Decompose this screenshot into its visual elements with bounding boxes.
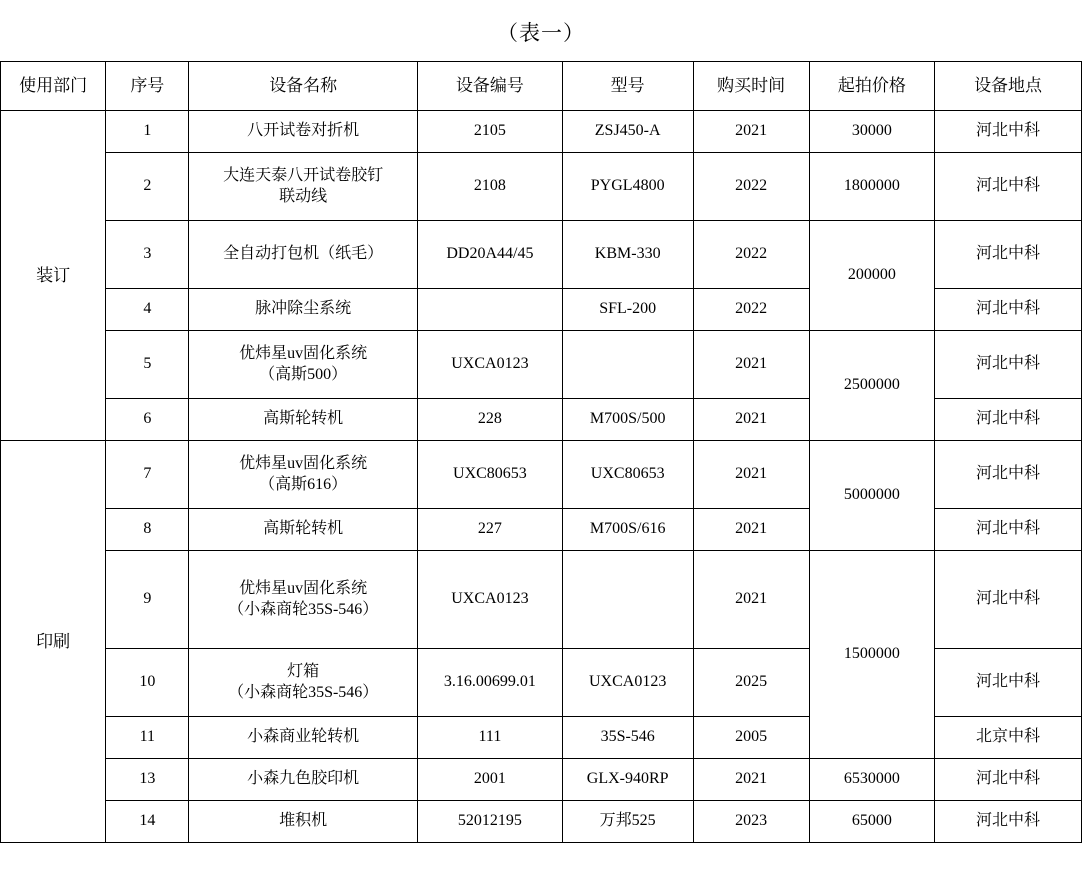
equipment-table xyxy=(0,61,1082,843)
row-index: 7 xyxy=(106,441,189,509)
table-row xyxy=(1,331,1082,399)
equipment-code: 111 xyxy=(418,717,563,759)
purchase-date: 2021 xyxy=(693,759,809,801)
purchase-date: 2021 xyxy=(693,509,809,551)
equipment-code: DD20A44/45 xyxy=(418,221,563,289)
equipment-name-line2: （小森商轮35S-546） xyxy=(228,683,379,701)
starting-price: 6530000 xyxy=(809,759,935,801)
table-row xyxy=(1,551,1082,649)
row-index: 14 xyxy=(106,801,189,843)
row-index: 8 xyxy=(106,509,189,551)
table-body xyxy=(1,111,1082,843)
starting-price: 2500000 xyxy=(809,331,935,441)
equipment-model: KBM-330 xyxy=(562,221,693,289)
row-index: 13 xyxy=(106,759,189,801)
equipment-location: 河北中科 xyxy=(935,801,1082,843)
table-row xyxy=(1,759,1082,801)
equipment-name: 八开试卷对折机 xyxy=(189,111,418,153)
starting-price: 1800000 xyxy=(809,153,935,221)
equipment-name-line1: 大连天泰八开试卷胶钉 xyxy=(223,167,384,185)
table-row xyxy=(1,153,1082,221)
equipment-location: 河北中科 xyxy=(935,153,1082,221)
row-index: 10 xyxy=(106,649,189,717)
equipment-model xyxy=(562,551,693,649)
purchase-date: 2021 xyxy=(693,551,809,649)
equipment-model: 万邦525 xyxy=(562,801,693,843)
equipment-code: 2108 xyxy=(418,153,563,221)
equipment-model: GLX-940RP xyxy=(562,759,693,801)
equipment-model: UXC80653 xyxy=(562,441,693,509)
equipment-name xyxy=(189,441,418,509)
equipment-name xyxy=(189,153,418,221)
row-index: 9 xyxy=(106,551,189,649)
equipment-code: 228 xyxy=(418,399,563,441)
purchase-date: 2005 xyxy=(693,717,809,759)
purchase-date: 2022 xyxy=(693,153,809,221)
purchase-date: 2022 xyxy=(693,289,809,331)
equipment-name: 高斯轮转机 xyxy=(189,509,418,551)
row-index: 1 xyxy=(106,111,189,153)
equipment-model: M700S/500 xyxy=(562,399,693,441)
purchase-date: 2021 xyxy=(693,111,809,153)
equipment-name xyxy=(189,649,418,717)
equipment-name-line1: 优炜星uv固化系统 xyxy=(239,455,368,473)
equipment-name-line2: （小森商轮35S-546） xyxy=(228,600,379,618)
purchase-date: 2021 xyxy=(693,399,809,441)
equipment-code: UXCA0123 xyxy=(418,331,563,399)
equipment-location: 河北中科 xyxy=(935,289,1082,331)
equipment-location: 河北中科 xyxy=(935,509,1082,551)
equipment-code: 2001 xyxy=(418,759,563,801)
equipment-name xyxy=(189,551,418,649)
equipment-code: 2105 xyxy=(418,111,563,153)
purchase-date: 2025 xyxy=(693,649,809,717)
purchase-date: 2021 xyxy=(693,331,809,399)
equipment-model: 35S-546 xyxy=(562,717,693,759)
purchase-date: 2022 xyxy=(693,221,809,289)
equipment-name-line1: 优炜星uv固化系统 xyxy=(239,580,368,598)
column-header-starting-price: 起拍价格 xyxy=(809,62,935,111)
department-cell-binding: 装订 xyxy=(1,111,106,441)
equipment-name: 小森商业轮转机 xyxy=(189,717,418,759)
equipment-name: 全自动打包机（纸毛） xyxy=(189,221,418,289)
equipment-code: UXCA0123 xyxy=(418,551,563,649)
equipment-location: 河北中科 xyxy=(935,399,1082,441)
page-title: （表一） xyxy=(497,21,585,45)
starting-price: 65000 xyxy=(809,801,935,843)
equipment-name-line2: （高斯616） xyxy=(259,475,348,493)
equipment-name-line1: 灯箱 xyxy=(287,663,320,681)
department-cell-printing: 印刷 xyxy=(1,441,106,843)
equipment-model: M700S/616 xyxy=(562,509,693,551)
equipment-location: 北京中科 xyxy=(935,717,1082,759)
starting-price: 200000 xyxy=(809,221,935,331)
column-header-index: 序号 xyxy=(106,62,189,111)
column-header-purchase-date: 购买时间 xyxy=(693,62,809,111)
table-header xyxy=(1,62,1082,111)
equipment-location: 河北中科 xyxy=(935,649,1082,717)
equipment-location: 河北中科 xyxy=(935,111,1082,153)
table-header-row xyxy=(1,62,1082,111)
table-row xyxy=(1,801,1082,843)
equipment-model: SFL-200 xyxy=(562,289,693,331)
equipment-model: ZSJ450-A xyxy=(562,111,693,153)
row-index: 5 xyxy=(106,331,189,399)
equipment-name: 小森九色胶印机 xyxy=(189,759,418,801)
table-row xyxy=(1,111,1082,153)
equipment-location: 河北中科 xyxy=(935,221,1082,289)
starting-price: 1500000 xyxy=(809,551,935,759)
equipment-model xyxy=(562,331,693,399)
equipment-model: PYGL4800 xyxy=(562,153,693,221)
purchase-date: 2021 xyxy=(693,441,809,509)
table-row xyxy=(1,441,1082,509)
equipment-name: 高斯轮转机 xyxy=(189,399,418,441)
equipment-location: 河北中科 xyxy=(935,441,1082,509)
column-header-model: 型号 xyxy=(562,62,693,111)
equipment-location: 河北中科 xyxy=(935,331,1082,399)
column-header-department: 使用部门 xyxy=(1,62,106,111)
equipment-name-line2: 联动线 xyxy=(279,187,328,205)
table-row xyxy=(1,221,1082,289)
equipment-code xyxy=(418,289,563,331)
row-index: 11 xyxy=(106,717,189,759)
starting-price: 30000 xyxy=(809,111,935,153)
row-index: 4 xyxy=(106,289,189,331)
equipment-name xyxy=(189,331,418,399)
equipment-code: UXC80653 xyxy=(418,441,563,509)
starting-price: 5000000 xyxy=(809,441,935,551)
column-header-equipment-code: 设备编号 xyxy=(418,62,563,111)
purchase-date: 2023 xyxy=(693,801,809,843)
equipment-name: 堆积机 xyxy=(189,801,418,843)
equipment-name-line2: （高斯500） xyxy=(259,365,348,383)
equipment-location: 河北中科 xyxy=(935,551,1082,649)
column-header-location: 设备地点 xyxy=(935,62,1082,111)
equipment-code: 227 xyxy=(418,509,563,551)
column-header-equipment-name: 设备名称 xyxy=(189,62,418,111)
equipment-model: UXCA0123 xyxy=(562,649,693,717)
row-index: 6 xyxy=(106,399,189,441)
equipment-location: 河北中科 xyxy=(935,759,1082,801)
equipment-name: 脉冲除尘系统 xyxy=(189,289,418,331)
equipment-code: 3.16.00699.01 xyxy=(418,649,563,717)
equipment-code: 52012195 xyxy=(418,801,563,843)
equipment-name-line1: 优炜星uv固化系统 xyxy=(239,345,368,363)
row-index: 3 xyxy=(106,221,189,289)
row-index: 2 xyxy=(106,153,189,221)
